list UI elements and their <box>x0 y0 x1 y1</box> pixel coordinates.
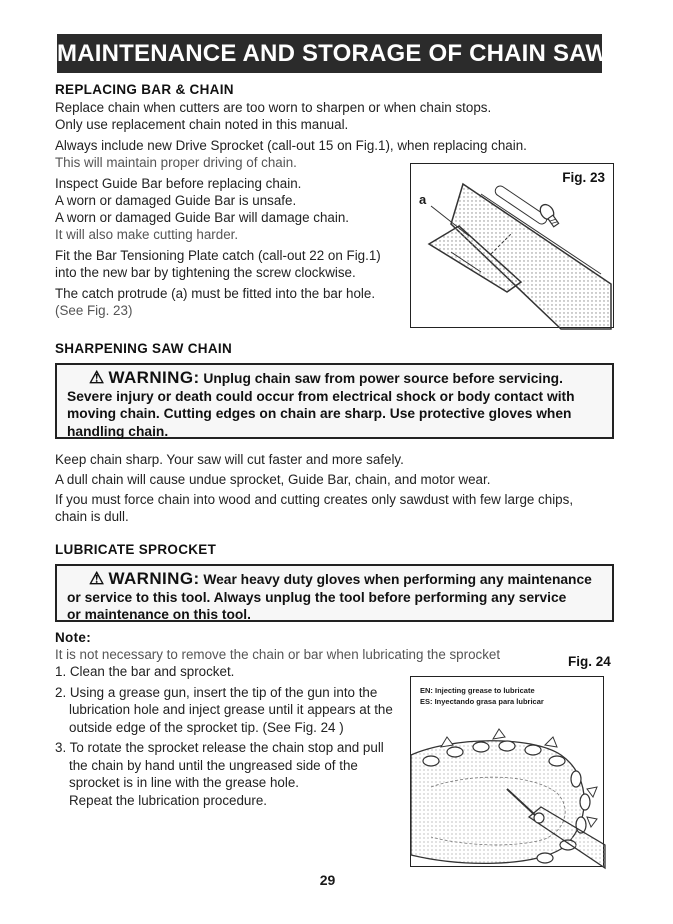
text-line: Fit the Bar Tensioning Plate catch (call-out 22 on Fig.1) <box>55 248 381 263</box>
figure-label: Fig. 23 <box>562 170 605 185</box>
text-line: Always include new Drive Sprocket (call-out 15 on Fig.1), when replacing chain. <box>55 138 527 153</box>
warning-text: Unplug chain saw from power source before servicing. <box>203 371 563 386</box>
warning-line: or maintenance on this tool. <box>67 607 251 622</box>
page-banner: MAINTENANCE AND STORAGE OF CHAIN SAW cont. <box>57 34 602 73</box>
section-heading-lubricate: LUBRICATE SPROCKET <box>55 542 217 557</box>
text-line: Only use replacement chain noted in this manual. <box>55 117 349 132</box>
warning-line: handling chain. <box>67 423 169 439</box>
figure-caption-en: EN: Injecting grease to lubricate <box>420 686 535 695</box>
lubrication-steps <box>55 663 393 809</box>
text-line: The catch protrude (a) must be fitted into the bar hole. <box>55 286 376 301</box>
text-line: chain is dull. <box>55 509 129 524</box>
warning-line: or service to this tool. Always unplug the tool before performing any service <box>67 589 567 605</box>
warning-line: moving chain. Cutting edges on chain are sharp. Use protective gloves when <box>67 406 572 421</box>
warning-box-lubricate <box>55 564 614 622</box>
text-line: (See Fig. 23) <box>55 303 133 318</box>
step-line: 1. Clean the bar and sprocket. <box>55 664 235 679</box>
section-heading-sharpening: SHARPENING SAW CHAIN <box>55 341 233 356</box>
step-line: outside edge of the sprocket tip. (See Fig. 24 ) <box>69 719 344 735</box>
warning-first-line <box>67 369 604 388</box>
text-line: into the new bar by tightening the screw clockwise. <box>55 265 356 280</box>
text-line: Inspect Guide Bar before replacing chain. <box>55 176 302 191</box>
warning-first-line <box>67 570 604 589</box>
note-label: Note: <box>55 630 91 645</box>
text-line: This will maintain proper driving of chain. <box>55 155 297 170</box>
warning-word: WARNING: <box>108 569 200 588</box>
text-line: It will also make cutting harder. <box>55 227 239 242</box>
warning-word: WARNING: <box>108 368 200 387</box>
step-line: sprocket is in line with the grease hole. <box>69 775 299 790</box>
sharpening-text <box>55 451 573 525</box>
warning-icon: ⚠ <box>89 569 105 588</box>
step-line: 3. To rotate the sprocket release the chain stop and pull <box>55 740 384 755</box>
warning-box-sharpening <box>55 363 614 439</box>
text-line: A dull chain will cause undue sprocket, Guide Bar, chain, and motor wear. <box>55 472 491 487</box>
figure-23 <box>410 163 614 328</box>
figure-24-label: Fig. 24 <box>568 654 611 669</box>
guide-bar-illustration <box>411 164 615 329</box>
warning-icon: ⚠ <box>89 368 105 387</box>
step-line: 2. Using a grease gun, insert the tip of the gun into the <box>55 684 378 700</box>
warning-line: Severe injury or death could occur from electrical shock or body contact with <box>67 388 575 404</box>
text-line: If you must force chain into wood and cutting creates only sawdust with few large chips, <box>55 492 574 507</box>
text-line: A worn or damaged Guide Bar is unsafe. <box>55 193 297 208</box>
step-line: lubrication hole and inject grease until it appears at the <box>69 702 393 717</box>
text-line: A worn or damaged Guide Bar will damage chain. <box>55 210 350 225</box>
step-line: Repeat the lubrication procedure. <box>69 792 268 808</box>
note-text: It is not necessary to remove the chain or bar when lubricating the sprocket <box>55 647 501 662</box>
callout-a: a <box>419 192 427 207</box>
section-heading-replacing: REPLACING BAR & CHAIN <box>55 82 234 97</box>
text-line: Replace chain when cutters are too worn to sharpen or when chain stops. <box>55 100 492 115</box>
page-number: 29 <box>319 872 336 888</box>
text-line: Keep chain sharp. Your saw will cut faster and more safely. <box>55 452 404 467</box>
step-line: the chain by hand until the ungreased side of the <box>69 757 358 773</box>
sprocket-illustration <box>411 677 605 868</box>
figure-24 <box>410 676 604 867</box>
figure-caption-es: ES: Inyectando grasa para lubricar <box>420 697 544 706</box>
warning-text: Wear heavy duty gloves when performing any maintenance <box>203 572 592 587</box>
